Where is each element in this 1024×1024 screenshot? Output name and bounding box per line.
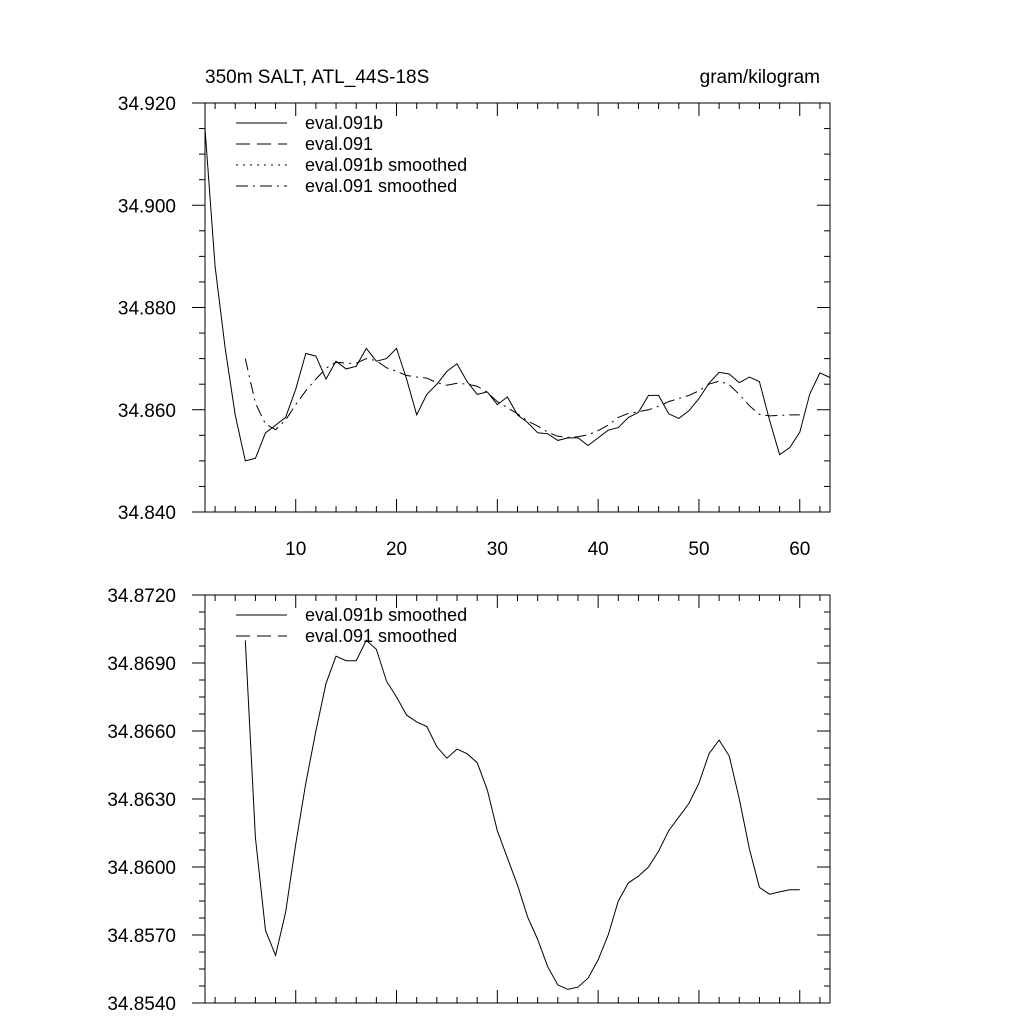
y-tick-label: 34.840: [117, 503, 176, 524]
legend-entry: eval.091: [305, 134, 374, 154]
series-line-eval-091-smoothed: [245, 359, 800, 438]
legend-entry: eval.091 smoothed: [305, 626, 458, 646]
y-tick-label: 34.880: [117, 298, 176, 320]
y-tick-label: 34.8690: [107, 654, 176, 675]
y-tick-label: 34.8720: [107, 586, 176, 607]
units-label: gram/kilogram: [699, 67, 820, 88]
x-tick-label: 30: [486, 539, 508, 560]
legend-entry: eval.091b smoothed: [305, 155, 468, 175]
plot-frame: [205, 103, 830, 512]
bottom-panel: [107, 586, 830, 1015]
x-tick-label: 60: [789, 539, 811, 560]
y-tick-label: 34.8660: [107, 722, 176, 743]
y-tick-label: 34.8600: [107, 858, 176, 879]
y-tick-label: 34.920: [117, 94, 176, 115]
x-tick-label: 50: [688, 539, 710, 560]
x-tick-label: 40: [587, 539, 609, 560]
plot-frame: [205, 595, 830, 1003]
y-tick-label: 34.8540: [107, 994, 176, 1015]
top-panel: [118, 67, 830, 560]
y-tick-label: 34.900: [117, 196, 176, 218]
y-tick-label: 34.860: [117, 400, 176, 422]
legend-entry: eval.091 smoothed: [305, 176, 458, 196]
x-tick-label: 20: [385, 539, 408, 560]
y-tick-label: 34.8570: [107, 926, 176, 947]
chart-title: 350m SALT, ATL_44S-18S: [205, 67, 430, 88]
legend-entry: eval.091b: [305, 113, 384, 133]
series-line-eval-091b-smoothed: [245, 640, 800, 989]
x-tick-label: 10: [285, 539, 307, 560]
legend-entry: eval.091b smoothed: [305, 605, 468, 625]
y-tick-label: 34.8630: [107, 790, 176, 811]
series-line-eval-091b: [205, 129, 830, 461]
